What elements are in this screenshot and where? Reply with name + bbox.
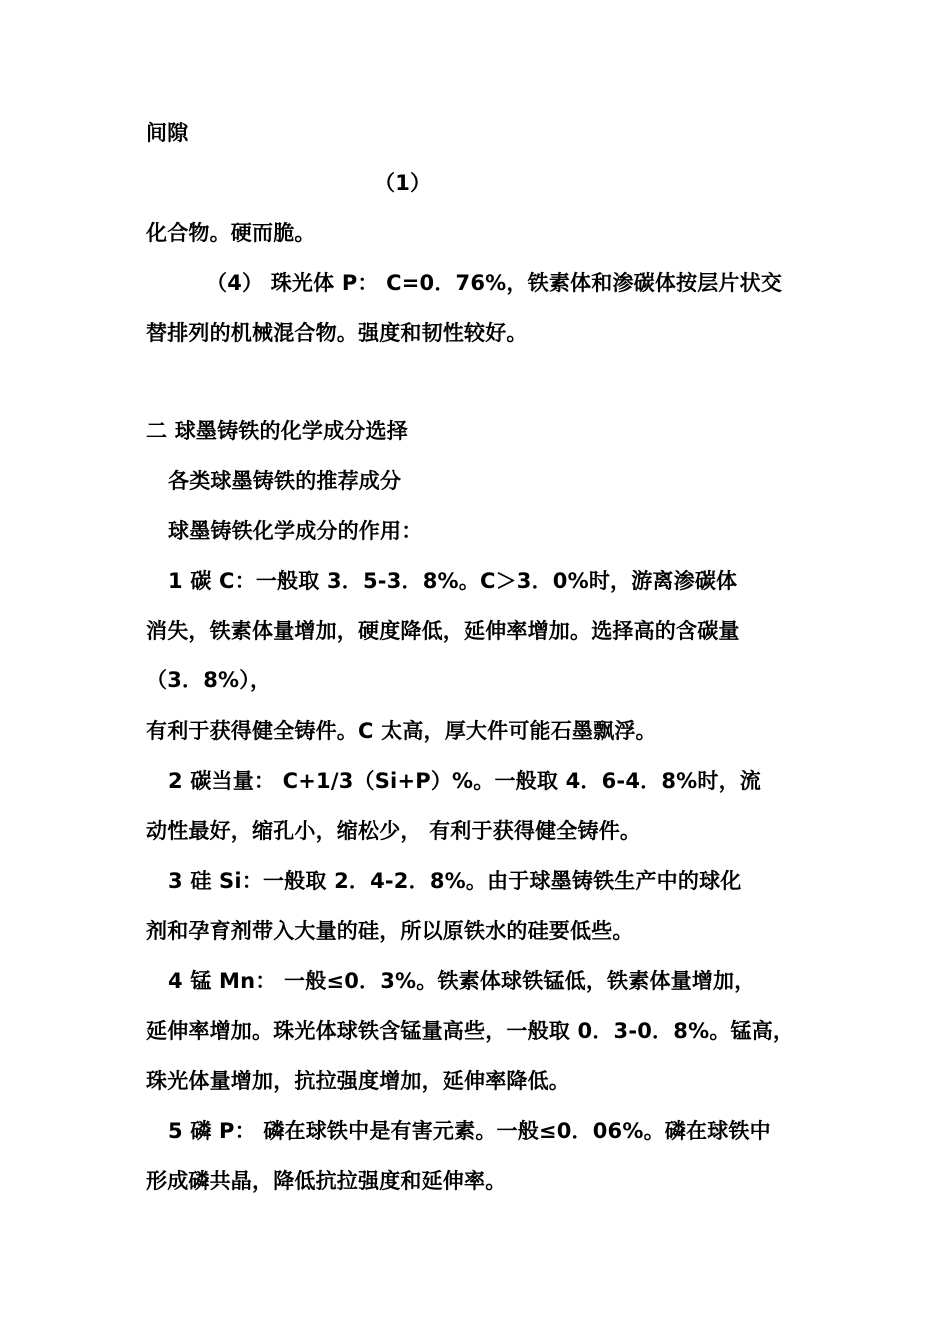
text-line-phosphorus: 5 磷 P： 磷在球铁中是有害元素。一般≤0．06%。磷在球铁中 xyxy=(168,1119,771,1143)
text-line-gap: 间隙 xyxy=(146,121,189,145)
text-line-manganese-cont: 延伸率增加。珠光体球铁含锰量高些，一般取 0．3-0．8%。锰高， xyxy=(146,1019,795,1043)
text-line-carbon-cont-2: （3．8%）， xyxy=(146,668,272,692)
text-line-manganese: 4 锰 Mn： 一般≤0．3%。铁素体球铁锰低，铁素体量增加， xyxy=(168,969,756,993)
text-line-manganese-cont-2: 珠光体量增加，抗拉强度增加，延伸率降低。 xyxy=(146,1069,570,1093)
text-line-item-1: （1） xyxy=(374,171,432,195)
text-line-carbon-cont: 消失，铁素体量增加，硬度降低，延伸率增加。选择高的含碳量 xyxy=(146,619,740,643)
text-line-carbon-equivalent: 2 碳当量： C+1/3（Si+P）%。一般取 4．6-4．8%时，流 xyxy=(168,769,761,793)
text-line-phosphorus-cont: 形成磷共晶，降低抗拉强度和延伸率。 xyxy=(146,1169,507,1193)
section-heading: 二 球墨铸铁的化学成分选择 xyxy=(146,419,408,443)
text-line-pearlite: （4） 珠光体 P： C=0．76%，铁素体和渗碳体按层片状交 xyxy=(206,271,783,295)
text-line-pearlite-cont: 替排列的机械混合物。强度和韧性较好。 xyxy=(146,321,528,345)
text-line-silicon-cont: 剂和孕育剂带入大量的硅，所以原铁水的硅要低些。 xyxy=(146,919,634,943)
subheading-recommended: 各类球墨铸铁的推荐成分 xyxy=(168,469,402,493)
text-line-carbon-equiv-cont: 动性最好，缩孔小，缩松少， 有利于获得健全铸件。 xyxy=(146,819,642,843)
text-line-carbon-cont-3: 有利于获得健全铸件。C 太高，厚大件可能石墨飘浮。 xyxy=(146,719,657,743)
text-line-silicon: 3 硅 Si：一般取 2．4-2．8%。由于球墨铸铁生产中的球化 xyxy=(168,869,742,893)
subheading-effects: 球墨铸铁化学成分的作用： xyxy=(168,519,423,543)
text-line-compound: 化合物。硬而脆。 xyxy=(146,221,316,245)
text-line-carbon: 1 碳 C：一般取 3．5-3．8%。C＞3．0%时，游离渗碳体 xyxy=(168,569,738,593)
